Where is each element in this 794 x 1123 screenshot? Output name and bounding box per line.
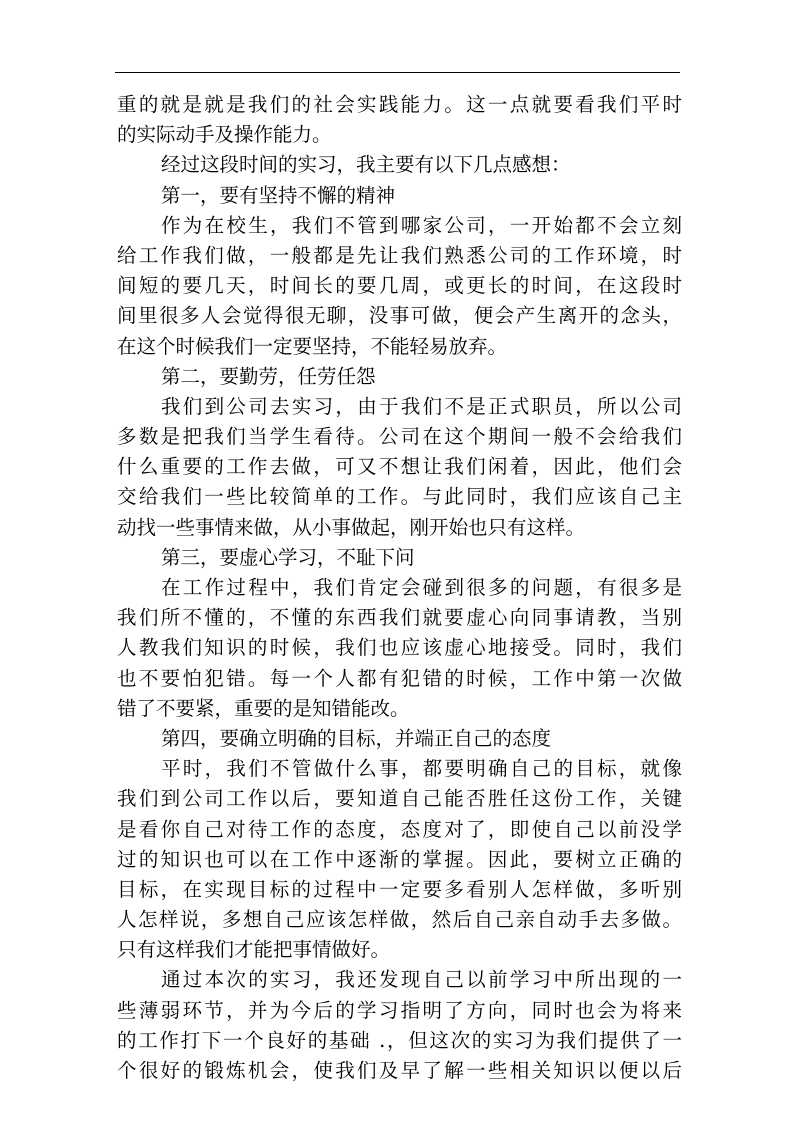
text-line: 给工作我们做，一般都是先让我们熟悉公司的工作环境，时 (117, 243, 682, 267)
text-line: 交给我们一些比较简单的工作。与此同时，我们应该自己主 (117, 485, 682, 509)
text-line: 人教我们知识的时候，我们也应该虚心地接受。同时，我们 (117, 636, 682, 660)
text-line: 重的就是就是我们的社会实践能力。这一点就要看我们平时 (117, 93, 682, 116)
section-heading-1: 第一，要有坚持不懈的精神 (161, 183, 396, 207)
text-line: 多数是把我们当学生看待。公司在这个期间一般不会给我们 (117, 425, 682, 449)
text-line: 在这个时候我们一定要坚持，不能轻易放弃。 (117, 334, 508, 358)
text-line: 间短的要几天，时间长的要几周，或更长的时间，在这段时 (117, 274, 682, 298)
text-line: 目标，在实现目标的过程中一定要多看别人怎样做，多听别 (117, 877, 682, 901)
text-line: 是看你自己对待工作的态度，态度对了，即使自己以前没学 (117, 817, 682, 841)
text-line: 也不要怕犯错。每一个人都有犯错的时候，工作中第一次做 (117, 666, 682, 690)
text-line: 间里很多人会觉得很无聊，没事可做，便会产生离开的念头， (117, 304, 682, 328)
text-line: 些薄弱环节，并为今后的学习指明了方向，同时也会为将来 (117, 998, 682, 1022)
text-line: 的工作打下一个良好的基础 .，但这次的实习为我们提供了一 (117, 1028, 682, 1052)
text-line: 过的知识也可以在工作中逐渐的掌握。因此，要树立正确的 (117, 847, 682, 871)
document-body (117, 90, 682, 1086)
text-line: 我们到公司去实习，由于我们不是正式职员，所以公司 (161, 394, 682, 418)
text-line: 在工作过程中，我们肯定会碰到很多的问题，有很多是 (161, 576, 682, 599)
header-rule (115, 72, 680, 73)
text-line: 什么重要的工作去做，可又不想让我们闲着，因此，他们会 (117, 455, 682, 479)
text-line: 通过本次的实习，我还发现自己以前学习中所出现的一 (161, 968, 682, 992)
section-heading-4: 第四，要确立明确的目标，并端正自己的态度 (161, 726, 552, 750)
text-line: 错了不要紧，重要的是知错能改。 (117, 696, 410, 720)
text-line: 只有这样我们才能把事情做好。 (117, 938, 391, 962)
text-line: 我们到公司工作以后，要知道自己能否胜任这份工作，关键 (117, 787, 682, 811)
paragraph-intro: 经过这段时间的实习，我主要有以下几点感想： (161, 153, 571, 177)
text-line: 平时，我们不管做什么事，都要明确自己的目标，就像 (161, 757, 682, 781)
section-heading-3: 第三，要虚心学习，不耻下问 (161, 545, 415, 569)
text-line: 的实际动手及操作能力。 (117, 123, 332, 147)
text-line: 我们所不懂的，不懂的东西我们就要虚心向同事请教，当别 (117, 606, 682, 630)
section-heading-2: 第二，要勤劳，任劳任怨 (161, 364, 376, 388)
text-line: 人怎样说，多想自己应该怎样做，然后自己亲自动手去多做。 (117, 908, 682, 932)
text-line: 作为在校生，我们不管到哪家公司，一开始都不会立刻 (161, 213, 682, 237)
text-line: 动找一些事情来做，从小事做起，刚开始也只有这样。 (117, 515, 586, 539)
text-line: 个很好的锻炼机会，使我们及早了解一些相关知识以便以后 (117, 1059, 682, 1082)
